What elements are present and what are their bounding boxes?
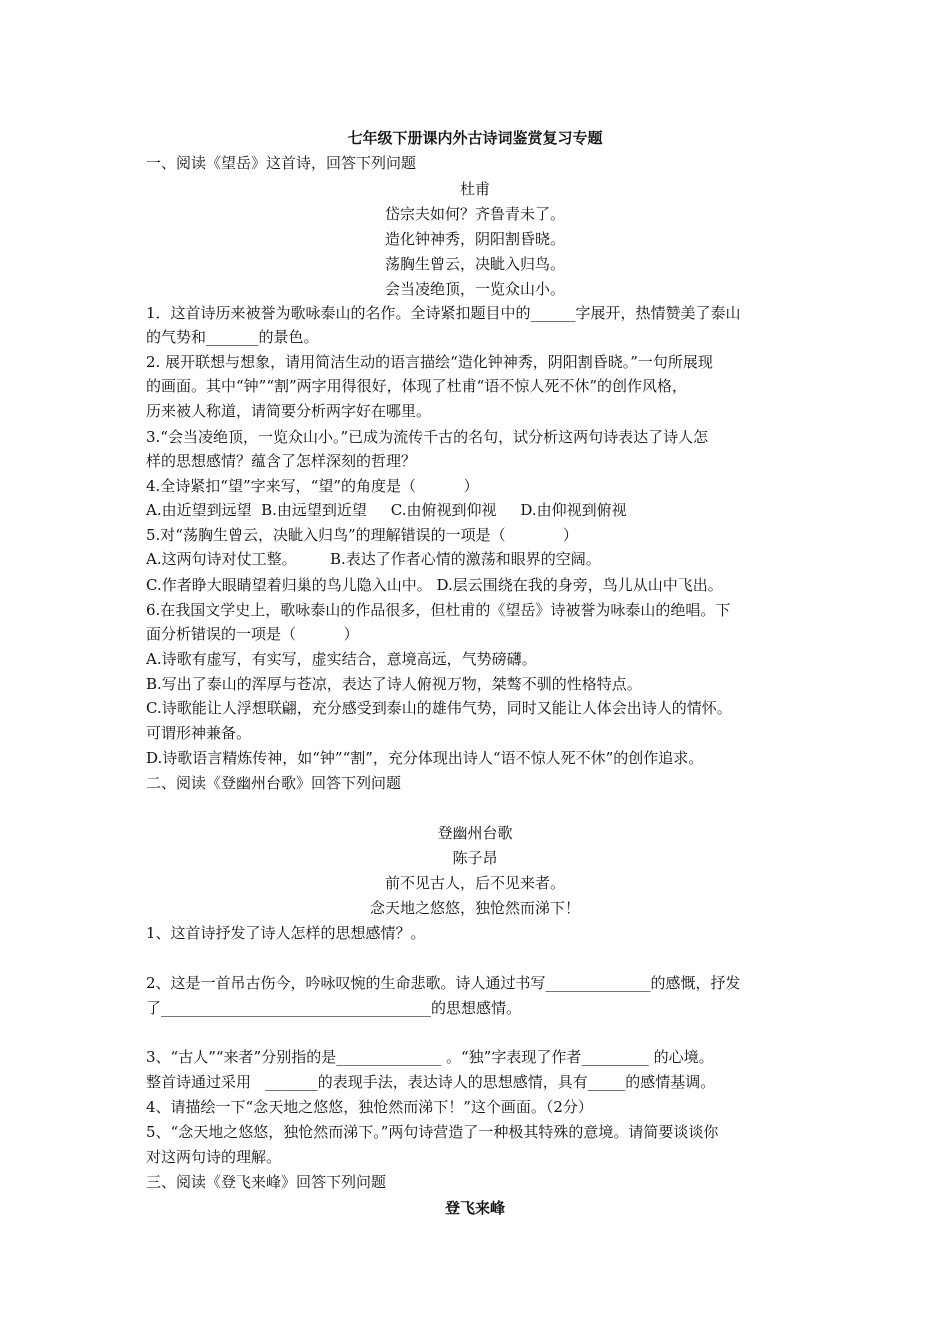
question-text: 5.对“荡胸生曾云，决眦入归鸟”的理解错误的一项是（ ） — [146, 526, 578, 544]
poem-line: 前不见古人，后不见来者。 — [384, 874, 565, 892]
question-text: 2. 展开联想与想象，请用简洁生动的语言描绘“造化钟神秀，阴阳割昏晓。”一句所展现 — [146, 353, 713, 371]
question-text: 整首诗通过采用 _______的表现手法，表达诗人的思想感情，具有_____的感情基调。 — [146, 1073, 716, 1091]
question-text: 的画面。其中“钟”“割”两字用得很好，体现了杜甫“语不惊人死不休”的创作风格， — [146, 377, 688, 395]
question-text: 了____________________________________的思想感情。 — [146, 999, 522, 1017]
question-text: 3.“会当凌绝顶，一览众山小。”已成为流传千古的名句，试分析这两句诗表达了诗人怎 — [146, 428, 709, 446]
poem-line: 念天地之悠悠，独怆然而涕下！ — [369, 899, 580, 917]
section-1-header: 一、阅读《望岳》这首诗，回答下列问题 — [146, 154, 417, 172]
poem-line: 岱宗夫如何？齐鲁青未了。 — [384, 205, 565, 223]
answer-options: A.由近望到远望 B.由远望到近望 C.由俯视到仰视 D.由仰视到俯视 — [146, 501, 627, 519]
answer-option: D.诗歌语言精炼传神，如“钟”“割”，充分体现出诗人“语不惊人死不休”的创作追求。 — [146, 749, 704, 767]
answer-option: B.写出了泰山的浑厚与苍凉，表达了诗人俯视万物，桀骜不驯的性格特点。 — [146, 675, 642, 693]
question-text: 6.在我国文学史上，歌咏泰山的作品很多，但杜甫的《望岳》诗被誉为咏泰山的绝唱。下 — [146, 601, 731, 619]
answer-option: C.诗歌能让人浮想联翩，充分感受到泰山的雄伟气势，同时又能让人体会出诗人的情怀。 — [146, 699, 732, 717]
question-text: 历来被人称道，请简要分析两字好在哪里。 — [146, 402, 432, 420]
question-text: 的气势和_______的景色。 — [146, 328, 319, 346]
question-text: 样的思想感情？蕴含了怎样深刻的哲理？ — [146, 452, 417, 470]
answer-option: 可谓形神兼备。 — [146, 724, 252, 742]
poem-author: 杜甫 — [459, 180, 490, 198]
question-text: 4、请描绘一下“念天地之悠悠，独怆然而涕下！”这个画面。（2分） — [146, 1098, 593, 1116]
poem-title: 登幽州台歌 — [437, 824, 513, 842]
poem-line: 造化钟神秀，阴阳割昏晓。 — [384, 230, 565, 248]
poem-line: 荡胸生曾云，决眦入归鸟。 — [384, 255, 565, 273]
question-text: 对这两句诗的理解。 — [146, 1148, 282, 1166]
poem-title: 登飞来峰 — [444, 1199, 505, 1217]
section-2-header: 二、阅读《登幽州台歌》回答下列问题 — [146, 774, 402, 792]
section-3-header: 三、阅读《登飞来峰》回答下列问题 — [146, 1173, 387, 1191]
question-text: 1、这首诗抒发了诗人怎样的思想感情？。 — [146, 924, 426, 942]
answer-option: A.诗歌有虚写，有实写，虚实结合，意境高远，气势磅礴。 — [146, 650, 537, 668]
answer-options: C.作者睁大眼睛望着归巢的鸟儿隐入山中。 D.层云围绕在我的身旁，鸟儿从山中飞出。 — [146, 576, 723, 594]
answer-options: A.这两句诗对仗工整。 B.表达了作者心情的激荡和眼界的空阔。 — [146, 550, 601, 568]
document-title: 七年级下册课内外古诗词鉴赏复习专题 — [347, 129, 603, 147]
poem-author: 陈子昂 — [452, 849, 498, 867]
question-text: 4.全诗紧扣“望”字来写，“望”的角度是（ ） — [146, 477, 479, 495]
question-text: 5、“念天地之悠悠，独怆然而涕下。”两句诗营造了一种极其特殊的意境。请简要谈谈你 — [146, 1123, 719, 1141]
question-text: 1．这首诗历来被誉为歌咏泰山的名作。全诗紧扣题目中的______字展开，热情赞美了泰山 — [146, 304, 741, 322]
question-text: 2、这是一首吊古伤今，吟咏叹惋的生命悲歌。诗人通过书写______________的感慨，抒发 — [146, 974, 741, 992]
poem-line: 会当凌绝顶，一览众山小。 — [384, 280, 565, 298]
question-text: 面分析错误的一项是（ ） — [146, 625, 359, 643]
question-text: 3、“古人”“来者”分别指的是______________ 。“独”字表现了作者_________ 的心境。 — [146, 1048, 714, 1066]
